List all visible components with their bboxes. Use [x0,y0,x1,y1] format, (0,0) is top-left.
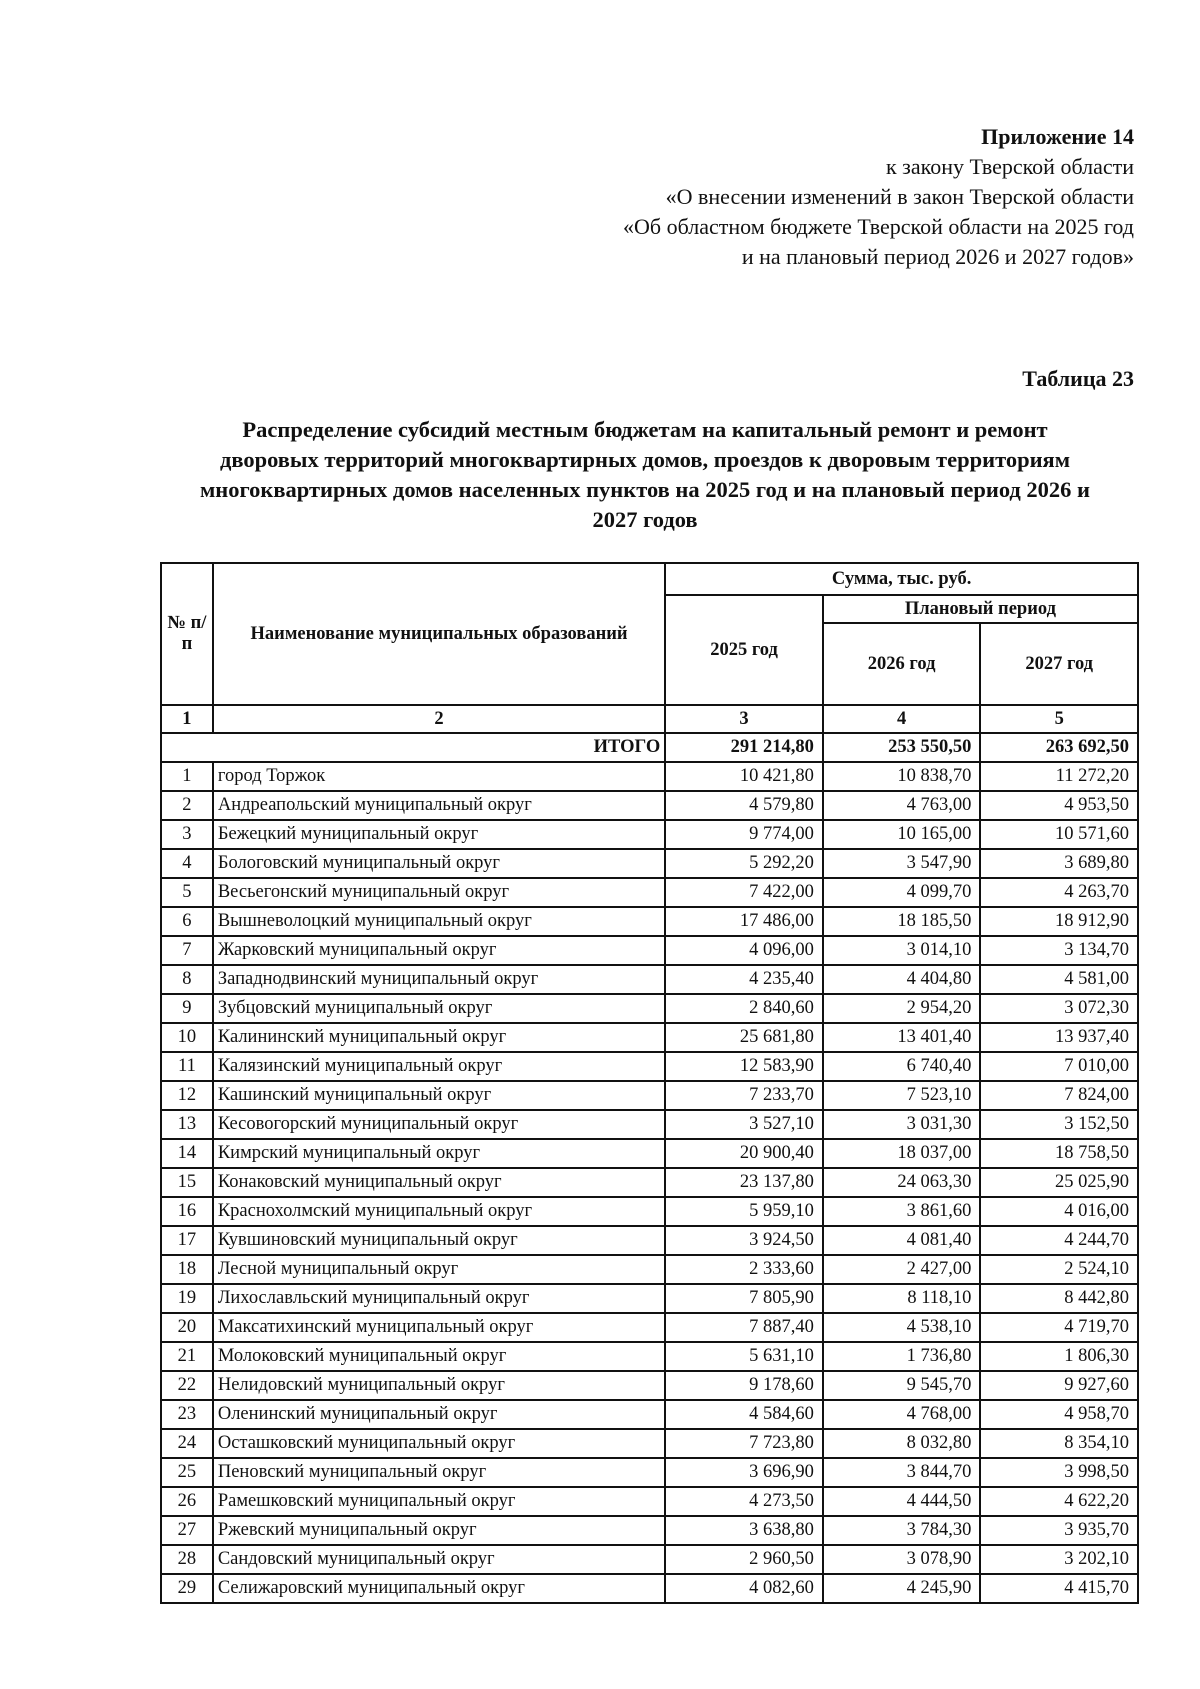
column-index-row [161,705,1138,733]
value-2027: 4 958,70 [980,1400,1138,1429]
table-row [161,1081,1138,1110]
row-number: 2 [161,791,213,820]
value-2025: 3 696,90 [665,1458,823,1487]
value-2026: 1 736,80 [823,1342,981,1371]
value-2025: 2 960,50 [665,1545,823,1574]
col-header-num: № п/п [161,563,213,705]
table-row [161,1197,1138,1226]
value-2026: 3 861,60 [823,1197,981,1226]
row-number: 24 [161,1429,213,1458]
table-row [161,1139,1138,1168]
municipality-name: Калязинский муниципальный округ [213,1052,665,1081]
appendix-line: «Об областном бюджете Тверской области на 2025 год [623,214,1134,239]
table-row [161,1313,1138,1342]
value-2025: 5 959,10 [665,1197,823,1226]
municipality-name: Оленинский муниципальный округ [213,1400,665,1429]
municipality-name: Жарковский муниципальный округ [213,936,665,965]
appendix-line: и на плановый период 2026 и 2027 годов» [741,244,1134,269]
value-2025: 4 273,50 [665,1487,823,1516]
value-2026: 10 165,00 [823,820,981,849]
value-2027: 4 415,70 [980,1574,1138,1603]
row-number: 6 [161,907,213,936]
value-2026: 3 547,90 [823,849,981,878]
municipality-name: Западнодвинский муниципальный округ [213,965,665,994]
row-number: 14 [161,1139,213,1168]
row-number: 22 [161,1371,213,1400]
value-2026: 2 954,20 [823,994,981,1023]
total-2026: 253 550,50 [823,733,981,762]
municipality-name: Весьегонский муниципальный округ [213,878,665,907]
value-2025: 5 631,10 [665,1342,823,1371]
value-2027: 7 010,00 [980,1052,1138,1081]
table-row [161,878,1138,907]
value-2026: 4 404,80 [823,965,981,994]
value-2025: 7 887,40 [665,1313,823,1342]
row-number: 10 [161,1023,213,1052]
title-line: многоквартирных домов населенных пунктов на 2025 год и на плановый период 2026 и [199,477,1091,502]
value-2027: 3 152,50 [980,1110,1138,1139]
table-row [161,791,1138,820]
value-2027: 1 806,30 [980,1342,1138,1371]
value-2027: 4 719,70 [980,1313,1138,1342]
municipality-name: Рамешковский муниципальный округ [213,1487,665,1516]
row-number: 29 [161,1574,213,1603]
appendix-title: Приложение 14 [981,124,1134,149]
value-2025: 7 805,90 [665,1284,823,1313]
municipality-name: Селижаровский муниципальный округ [213,1574,665,1603]
municipality-name: Зубцовский муниципальный округ [213,994,665,1023]
value-2025: 3 638,80 [665,1516,823,1545]
value-2026: 24 063,30 [823,1168,981,1197]
value-2025: 9 774,00 [665,820,823,849]
value-2025: 3 924,50 [665,1226,823,1255]
value-2026: 4 768,00 [823,1400,981,1429]
column-index: 4 [823,705,981,733]
row-number: 23 [161,1400,213,1429]
value-2025: 4 096,00 [665,936,823,965]
value-2026: 3 031,30 [823,1110,981,1139]
table-row [161,1516,1138,1545]
municipality-name: Максатихинский муниципальный округ [213,1313,665,1342]
value-2027: 7 824,00 [980,1081,1138,1110]
municipality-name: Пеновский муниципальный округ [213,1458,665,1487]
municipality-name: Осташковский муниципальный округ [213,1429,665,1458]
col-header-plan: Плановый период [823,595,1138,623]
table-row [161,1023,1138,1052]
table-row [161,936,1138,965]
row-number: 11 [161,1052,213,1081]
value-2026: 4 444,50 [823,1487,981,1516]
municipality-name: Бологовский муниципальный округ [213,849,665,878]
value-2026: 13 401,40 [823,1023,981,1052]
row-number: 15 [161,1168,213,1197]
value-2025: 20 900,40 [665,1139,823,1168]
value-2026: 6 740,40 [823,1052,981,1081]
value-2025: 17 486,00 [665,907,823,936]
col-header-2026: 2026 год [823,623,981,705]
value-2027: 3 935,70 [980,1516,1138,1545]
row-number: 13 [161,1110,213,1139]
municipality-name: Кесовогорский муниципальный округ [213,1110,665,1139]
value-2026: 4 763,00 [823,791,981,820]
value-2026: 2 427,00 [823,1255,981,1284]
column-index: 1 [161,705,213,733]
table-row [161,1545,1138,1574]
value-2025: 7 723,80 [665,1429,823,1458]
table-row [161,1052,1138,1081]
value-2026: 18 037,00 [823,1139,981,1168]
municipality-name: Молоковский муниципальный округ [213,1342,665,1371]
table-row [161,820,1138,849]
table-row [161,1284,1138,1313]
value-2025: 23 137,80 [665,1168,823,1197]
value-2027: 11 272,20 [980,762,1138,791]
value-2027: 10 571,60 [980,820,1138,849]
value-2025: 4 082,60 [665,1574,823,1603]
municipality-name: город Торжок [213,762,665,791]
value-2027: 18 912,90 [980,907,1138,936]
value-2027: 4 622,20 [980,1487,1138,1516]
value-2027: 3 689,80 [980,849,1138,878]
value-2027: 9 927,60 [980,1371,1138,1400]
row-number: 9 [161,994,213,1023]
value-2027: 4 016,00 [980,1197,1138,1226]
table-row [161,965,1138,994]
total-2027: 263 692,50 [980,733,1138,762]
value-2026: 3 078,90 [823,1545,981,1574]
value-2026: 4 538,10 [823,1313,981,1342]
table-row [161,1574,1138,1603]
value-2025: 2 840,60 [665,994,823,1023]
appendix-header [623,122,1134,272]
col-header-sum: Сумма, тыс. руб. [665,563,1138,595]
value-2025: 4 235,40 [665,965,823,994]
value-2026: 7 523,10 [823,1081,981,1110]
value-2027: 8 442,80 [980,1284,1138,1313]
row-number: 26 [161,1487,213,1516]
value-2025: 4 579,80 [665,791,823,820]
table-row [161,762,1138,791]
value-2027: 3 072,30 [980,994,1138,1023]
value-2025: 4 584,60 [665,1400,823,1429]
table-body [161,762,1138,1603]
value-2025: 10 421,80 [665,762,823,791]
title-line: Распределение субсидий местным бюджетам на капитальный ремонт и ремонт [242,417,1048,442]
municipality-name: Бежецкий муниципальный округ [213,820,665,849]
municipality-name: Андреапольский муниципальный округ [213,791,665,820]
value-2027: 4 244,70 [980,1226,1138,1255]
col-header-name: Наименование муниципальных образований [213,563,665,705]
value-2025: 5 292,20 [665,849,823,878]
row-number: 3 [161,820,213,849]
row-number: 27 [161,1516,213,1545]
title-line: 2027 годов [592,507,698,532]
col-header-2025: 2025 год [665,595,823,705]
table-row [161,1371,1138,1400]
value-2027: 13 937,40 [980,1023,1138,1052]
appendix-line: к закону Тверской области [885,154,1134,179]
column-index: 3 [665,705,823,733]
value-2027: 4 263,70 [980,878,1138,907]
column-index: 5 [980,705,1138,733]
row-number: 19 [161,1284,213,1313]
value-2025: 3 527,10 [665,1110,823,1139]
row-number: 21 [161,1342,213,1371]
row-number: 5 [161,878,213,907]
value-2027: 3 134,70 [980,936,1138,965]
row-number: 1 [161,762,213,791]
value-2027: 3 202,10 [980,1545,1138,1574]
municipality-name: Сандовский муниципальный округ [213,1545,665,1574]
value-2026: 4 245,90 [823,1574,981,1603]
value-2027: 8 354,10 [980,1429,1138,1458]
table-row [161,1487,1138,1516]
col-header-2027: 2027 год [980,623,1138,705]
header-row [161,563,1138,595]
municipality-name: Кувшиновский муниципальный округ [213,1226,665,1255]
table-row [161,994,1138,1023]
total-label: ИТОГО [161,733,665,762]
table-row [161,1342,1138,1371]
appendix-line: «О внесении изменений в закон Тверской области [665,184,1134,209]
value-2027: 4 581,00 [980,965,1138,994]
value-2027: 4 953,50 [980,791,1138,820]
value-2026: 3 014,10 [823,936,981,965]
table-row [161,1226,1138,1255]
value-2025: 9 178,60 [665,1371,823,1400]
municipality-name: Конаковский муниципальный округ [213,1168,665,1197]
table-row [161,1458,1138,1487]
municipality-name: Лесной муниципальный округ [213,1255,665,1284]
table-row [161,907,1138,936]
value-2026: 3 784,30 [823,1516,981,1545]
total-2025: 291 214,80 [665,733,823,762]
value-2025: 12 583,90 [665,1052,823,1081]
municipality-name: Краснохолмский муниципальный округ [213,1197,665,1226]
value-2027: 3 998,50 [980,1458,1138,1487]
row-number: 20 [161,1313,213,1342]
municipality-name: Кимрский муниципальный округ [213,1139,665,1168]
row-number: 16 [161,1197,213,1226]
value-2027: 25 025,90 [980,1168,1138,1197]
table-row [161,849,1138,878]
value-2025: 2 333,60 [665,1255,823,1284]
value-2026: 8 032,80 [823,1429,981,1458]
table-row [161,1429,1138,1458]
table-number: Таблица 23 [1022,366,1134,391]
table-row [161,1255,1138,1284]
table-row [161,1400,1138,1429]
total-row [161,733,1138,762]
municipality-name: Ржевский муниципальный округ [213,1516,665,1545]
row-number: 18 [161,1255,213,1284]
value-2027: 18 758,50 [980,1139,1138,1168]
value-2026: 8 118,10 [823,1284,981,1313]
value-2027: 2 524,10 [980,1255,1138,1284]
municipality-name: Нелидовский муниципальный округ [213,1371,665,1400]
title-line: дворовых территорий многоквартирных домов, проездов к дворовым территориям [219,447,1071,472]
row-number: 4 [161,849,213,878]
table-row [161,1168,1138,1197]
value-2026: 4 081,40 [823,1226,981,1255]
value-2025: 7 422,00 [665,878,823,907]
column-index: 2 [213,705,665,733]
value-2026: 4 099,70 [823,878,981,907]
row-number: 12 [161,1081,213,1110]
value-2026: 10 838,70 [823,762,981,791]
row-number: 7 [161,936,213,965]
row-number: 28 [161,1545,213,1574]
row-number: 8 [161,965,213,994]
row-number: 17 [161,1226,213,1255]
municipality-name: Кашинский муниципальный округ [213,1081,665,1110]
value-2026: 18 185,50 [823,907,981,936]
value-2025: 25 681,80 [665,1023,823,1052]
value-2026: 9 545,70 [823,1371,981,1400]
subsidy-table [160,562,1139,1604]
value-2026: 3 844,70 [823,1458,981,1487]
municipality-name: Лихославльский муниципальный округ [213,1284,665,1313]
table-row [161,1110,1138,1139]
value-2025: 7 233,70 [665,1081,823,1110]
municipality-name: Калининский муниципальный округ [213,1023,665,1052]
municipality-name: Вышневолоцкий муниципальный округ [213,907,665,936]
row-number: 25 [161,1458,213,1487]
document-title [150,415,1140,535]
